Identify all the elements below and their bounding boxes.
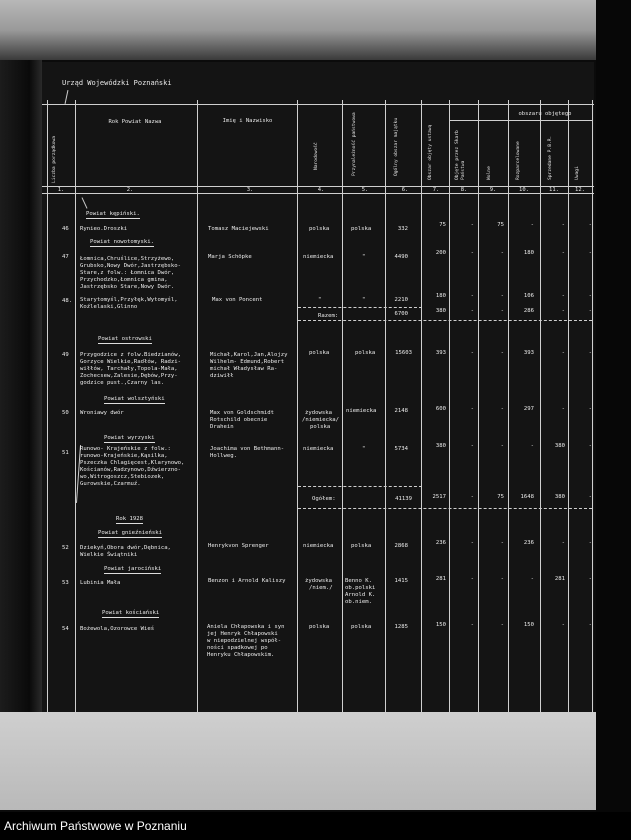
row-c8: - bbox=[470, 250, 474, 256]
row-estate-line: Zochecsew,Zalesie,Dębów,Przy- bbox=[80, 373, 178, 379]
rule-h bbox=[42, 104, 594, 105]
row-owner: Marja Schöpke bbox=[208, 254, 252, 260]
rule-v bbox=[197, 100, 198, 712]
row-citizenship: polska bbox=[351, 543, 372, 549]
header-sold: Sprzedane P.B.R. bbox=[548, 135, 553, 180]
section-heading: Powiat kępiński. bbox=[86, 211, 140, 219]
row-c11: - bbox=[561, 293, 565, 299]
row-owner-line: w niepodzielnej współ- bbox=[207, 638, 282, 644]
total-area: 41139 bbox=[395, 496, 412, 502]
total-c10: 1648 bbox=[520, 494, 534, 500]
row-estate-line: godzice pust.,Czarny las. bbox=[80, 380, 165, 386]
row-c12: - bbox=[588, 576, 592, 582]
rule-h bbox=[42, 193, 594, 194]
subtotal-c10: 286 bbox=[523, 308, 534, 314]
row-c10: - bbox=[530, 222, 534, 228]
scan-top-edge bbox=[0, 0, 600, 60]
row-lp: 53 bbox=[62, 580, 69, 586]
row-estate-line: Kościanów,Radzynowo,Dźwierzno- bbox=[80, 467, 182, 473]
row-citizenship: niemiecka bbox=[346, 408, 377, 414]
row-lp: 54 bbox=[62, 626, 69, 632]
row-owner-line: Rotschild obecnie bbox=[210, 417, 268, 423]
row-owner-line: Wilhelm- Edmund,Robert bbox=[210, 359, 285, 365]
archive-label: Archiwum Państwowe w Poznaniu bbox=[4, 819, 187, 833]
row-c9: - bbox=[500, 576, 504, 582]
row-nationality: niemiecka bbox=[303, 543, 334, 549]
row-area: 15603 bbox=[395, 350, 412, 356]
row-estate-line: Stare,z folw.: Łomnica Dwór, bbox=[80, 270, 175, 276]
total-c9: 75 bbox=[497, 494, 504, 500]
row-area: 332 bbox=[397, 226, 408, 232]
row-c12: - bbox=[588, 540, 592, 546]
row-nationality: " bbox=[318, 297, 322, 303]
row-owner-line: Aniela Chłapowska i syn bbox=[207, 624, 285, 630]
section-heading: Ogółem: bbox=[312, 496, 336, 502]
row-estate-line: Gurowskie,Czarmuź. bbox=[80, 481, 141, 487]
header-lp: Liczba porządkowa bbox=[52, 135, 57, 183]
row-c10: 106 bbox=[523, 293, 534, 299]
row-citizenship-line: ob.niem. bbox=[345, 599, 372, 605]
row-area: 2210 bbox=[394, 297, 408, 303]
section-heading: Powiat ostrowski bbox=[98, 336, 152, 344]
row-lp: 46 bbox=[62, 226, 69, 232]
row-lp: 48. bbox=[62, 298, 73, 304]
row-c7: 180 bbox=[435, 293, 446, 299]
row-c8: - bbox=[470, 222, 474, 228]
row-area: 2148 bbox=[394, 408, 408, 414]
header-covered-area: Obszar objęty ustawą bbox=[428, 124, 433, 180]
col-num: 2. bbox=[126, 187, 134, 193]
row-c10: - bbox=[530, 443, 534, 449]
row-c7: 200 bbox=[435, 250, 446, 256]
row-lp: 49 bbox=[62, 352, 69, 358]
row-owner: Max von Poncent bbox=[212, 297, 263, 303]
row-nationality-line: polska bbox=[310, 424, 331, 430]
row-nationality: polska bbox=[309, 624, 330, 630]
col-num: 3. bbox=[246, 187, 254, 193]
row-c7: 380 bbox=[435, 443, 446, 449]
row-c8: - bbox=[470, 622, 474, 628]
row-c11: - bbox=[561, 622, 565, 628]
row-owner-line: jej Henryk Chłapowski bbox=[207, 631, 278, 637]
section-heading: Powiat kościański bbox=[102, 610, 159, 618]
row-estate-line: Łomnica,Chruślice,Strzyżewo, bbox=[80, 256, 175, 262]
row-lp: 47 bbox=[62, 254, 69, 260]
row-estate: Rynieo.Droszki bbox=[80, 226, 128, 232]
header-parcelled: Rozparcelowane bbox=[516, 141, 521, 180]
row-owner-line: Drahein bbox=[210, 424, 234, 430]
rule-v bbox=[592, 100, 593, 712]
row-c10: 180 bbox=[523, 250, 534, 256]
total-rule bbox=[298, 508, 592, 509]
header-remarks: Uwagi bbox=[575, 166, 580, 180]
row-estate-line: runowo-Krajeńskie,Kąsilka, bbox=[80, 453, 168, 459]
row-estate-line: Jastrzębsko Stare,Nowy Dwór. bbox=[80, 284, 175, 290]
col-num: 9. bbox=[489, 187, 497, 193]
row-nationality: niemiecka bbox=[303, 254, 334, 260]
row-c7: 75 bbox=[439, 222, 446, 228]
col-num: 11. bbox=[549, 187, 559, 193]
row-owner-line: michał Władysław Ra- bbox=[210, 366, 278, 372]
row-estate-line: Gorzyce Wielkie,Radłów, Radzi- bbox=[80, 359, 182, 365]
row-estate-line: Wielkie Świątniki bbox=[80, 552, 138, 558]
row-estate-line: Przygodzice z folw.Biedzianów, bbox=[80, 352, 182, 358]
row-nationality-line: żydowska bbox=[305, 578, 332, 584]
rule-v bbox=[75, 100, 76, 712]
section-heading: Rok 1928 bbox=[116, 516, 143, 524]
row-c12: - bbox=[588, 350, 592, 356]
row-estate: Lubinia Mała bbox=[80, 580, 121, 586]
row-c12: - bbox=[588, 222, 592, 228]
row-area: 2868 bbox=[394, 543, 408, 549]
col-num: 7. bbox=[432, 187, 440, 193]
row-c12: - bbox=[588, 293, 592, 299]
row-owner-line: Joachima von Bethmann- bbox=[210, 446, 285, 452]
col-num: 1. bbox=[57, 187, 65, 193]
row-citizenship-line: Benno K. bbox=[345, 578, 372, 584]
row-c10: 236 bbox=[523, 540, 534, 546]
row-estate-line: Koźlelaski,Glinno bbox=[80, 304, 138, 310]
row-estate-line: Grubsko,Nowy Dwór,Jastrzębsko- bbox=[80, 263, 182, 269]
row-nationality: polska bbox=[309, 226, 330, 232]
row-citizenship: polska bbox=[355, 350, 376, 356]
archive-footer bbox=[0, 812, 631, 840]
section-heading: Powiat jarociński bbox=[104, 566, 161, 574]
row-nationality-line: żydowska bbox=[305, 410, 332, 416]
col-num: 5. bbox=[361, 187, 369, 193]
row-c11: 380 bbox=[554, 443, 565, 449]
row-c8: - bbox=[470, 350, 474, 356]
col-num: 4. bbox=[317, 187, 325, 193]
row-c9: - bbox=[500, 406, 504, 412]
row-c11: - bbox=[561, 250, 565, 256]
col-num: 8. bbox=[460, 187, 468, 193]
row-c8: - bbox=[470, 540, 474, 546]
rule-v bbox=[342, 100, 343, 712]
col-num: 10. bbox=[519, 187, 529, 193]
row-c12: - bbox=[588, 406, 592, 412]
section-heading: Powiat gnieźnieński bbox=[98, 530, 162, 538]
row-citizenship: polska bbox=[351, 226, 372, 232]
row-nationality: polska bbox=[309, 350, 330, 356]
row-c10: - bbox=[530, 576, 534, 582]
row-c7: 600 bbox=[435, 406, 446, 412]
row-lp: 51 bbox=[62, 450, 69, 456]
row-lp: 52 bbox=[62, 545, 69, 551]
section-heading: Powiat nowotomyski. bbox=[90, 239, 154, 247]
row-nationality-line: /niem./ bbox=[309, 585, 333, 591]
section-heading: Powiat wyrzyski bbox=[104, 435, 155, 443]
row-c7: 236 bbox=[435, 540, 446, 546]
total-c7: 2517 bbox=[432, 494, 446, 500]
row-c11: - bbox=[561, 540, 565, 546]
row-c7: 150 bbox=[435, 622, 446, 628]
row-owner-line: Michał,Karol,Jan,Alojzy bbox=[210, 352, 288, 358]
row-owner: Benzon i Arnold Kaliszy bbox=[208, 578, 286, 584]
header-powiat: Rok Powiat Nazwa bbox=[108, 119, 162, 125]
row-owner: Tomasz Maciejewski bbox=[208, 226, 269, 232]
scan-left-fold bbox=[0, 60, 42, 712]
row-c12: - bbox=[588, 443, 592, 449]
row-lp: 50 bbox=[62, 410, 69, 416]
row-area: 1285 bbox=[394, 624, 408, 630]
subtotal-c8: - bbox=[470, 308, 474, 314]
row-c9: - bbox=[500, 622, 504, 628]
office-heading: Urząd Wojewódzki Poznański bbox=[62, 79, 172, 87]
row-c11: 281 bbox=[554, 576, 565, 582]
row-area: 4490 bbox=[394, 254, 408, 260]
scan-right-edge bbox=[596, 0, 631, 812]
row-c8: - bbox=[470, 406, 474, 412]
row-area: 5734 bbox=[394, 446, 408, 452]
row-c9: - bbox=[500, 250, 504, 256]
row-owner-line: Henryku Chłapowskim. bbox=[207, 652, 275, 658]
row-c10: 297 bbox=[523, 406, 534, 412]
total-rule bbox=[298, 307, 422, 308]
row-owner-line: Max von Goldschmidt bbox=[210, 410, 274, 416]
col-num: 6. bbox=[401, 187, 409, 193]
row-estate-line: Dziekyń,Obora dwór,Dębnica, bbox=[80, 545, 171, 551]
row-citizenship: " bbox=[362, 446, 366, 452]
subtotal-c7: 380 bbox=[435, 308, 446, 314]
subtotal-area: 6700 bbox=[394, 311, 408, 317]
subtotal-c11: - bbox=[561, 308, 565, 314]
row-owner-line: ności spadkowej po bbox=[207, 645, 268, 651]
row-citizenship: " bbox=[362, 297, 366, 303]
total-rule bbox=[298, 486, 422, 487]
section-heading: Razem: bbox=[318, 313, 339, 319]
row-c8: - bbox=[470, 443, 474, 449]
total-c12: - bbox=[588, 494, 592, 500]
row-estate-line: Starytomyśl,Przyłęk,Wytomyśl, bbox=[80, 297, 178, 303]
row-estate: Wroniawy dwór bbox=[80, 410, 124, 416]
row-c11: - bbox=[561, 350, 565, 356]
col-num: 12. bbox=[575, 187, 585, 193]
row-area: 1415 bbox=[394, 578, 408, 584]
section-heading: Powiat wolsztyński bbox=[104, 396, 165, 404]
header-citizenship: Przynależność państwowa bbox=[352, 112, 357, 176]
header-name: Imię i Nazwisko bbox=[222, 118, 273, 124]
row-citizenship-line: Arnold K. bbox=[345, 592, 376, 598]
row-citizenship: " bbox=[362, 254, 366, 260]
rule-v bbox=[47, 100, 48, 712]
row-nationality-line: /niemiecka/ bbox=[302, 417, 340, 423]
row-c7: 281 bbox=[435, 576, 446, 582]
scan-bottom-edge bbox=[0, 712, 600, 810]
row-c12: - bbox=[588, 250, 592, 256]
subtotal-c9: - bbox=[500, 308, 504, 314]
subtotal-c12: - bbox=[588, 308, 592, 314]
row-c10: 150 bbox=[523, 622, 534, 628]
header-free: Wolne bbox=[487, 166, 492, 180]
row-c9: - bbox=[500, 350, 504, 356]
row-owner: Henrykvon Sprenger bbox=[208, 543, 269, 549]
total-c11: 380 bbox=[554, 494, 565, 500]
row-estate-line: Pszeczka Chlagięcest,Klarynowo, bbox=[80, 460, 185, 466]
row-citizenship: polska bbox=[351, 624, 372, 630]
row-estate-line: Runowo- Krajeńskie z folw.: bbox=[80, 446, 171, 452]
row-c9: 75 bbox=[497, 222, 504, 228]
row-c11: - bbox=[561, 406, 565, 412]
rule-v bbox=[385, 100, 386, 712]
row-owner-line: dziwiłł bbox=[210, 373, 234, 379]
row-estate-line: wiłłów, Tarchały,Topola-Mała, bbox=[80, 366, 178, 372]
row-citizenship-line: ob.polski bbox=[345, 585, 376, 591]
row-estate-line: Przychodzko,Łomnica gmina, bbox=[80, 277, 168, 283]
header-total-area: Ogólny obszar majątku bbox=[394, 117, 399, 176]
row-c9: - bbox=[500, 540, 504, 546]
row-c9: - bbox=[500, 293, 504, 299]
row-owner-line: Hollweg. bbox=[210, 453, 237, 459]
row-c8: - bbox=[470, 576, 474, 582]
row-c10: 393 bbox=[523, 350, 534, 356]
header-nationality: Narodowość bbox=[314, 142, 319, 170]
row-estate: Bożewola,Ozorowce Wieś bbox=[80, 626, 155, 632]
row-c8: - bbox=[470, 293, 474, 299]
row-c7: 393 bbox=[435, 350, 446, 356]
rule-v bbox=[297, 100, 298, 712]
row-nationality: niemiecka bbox=[303, 446, 334, 452]
total-rule bbox=[298, 320, 592, 321]
row-c9: - bbox=[500, 443, 504, 449]
row-c12: - bbox=[588, 622, 592, 628]
header-state: Objęte przez Skarb Państwa bbox=[455, 130, 466, 180]
row-c11: - bbox=[561, 222, 565, 228]
total-c8: - bbox=[470, 494, 474, 500]
row-estate-line: wo,Witrogoszcz,Stebiozek, bbox=[80, 474, 165, 480]
header-group: obszaru objętego bbox=[518, 111, 572, 117]
